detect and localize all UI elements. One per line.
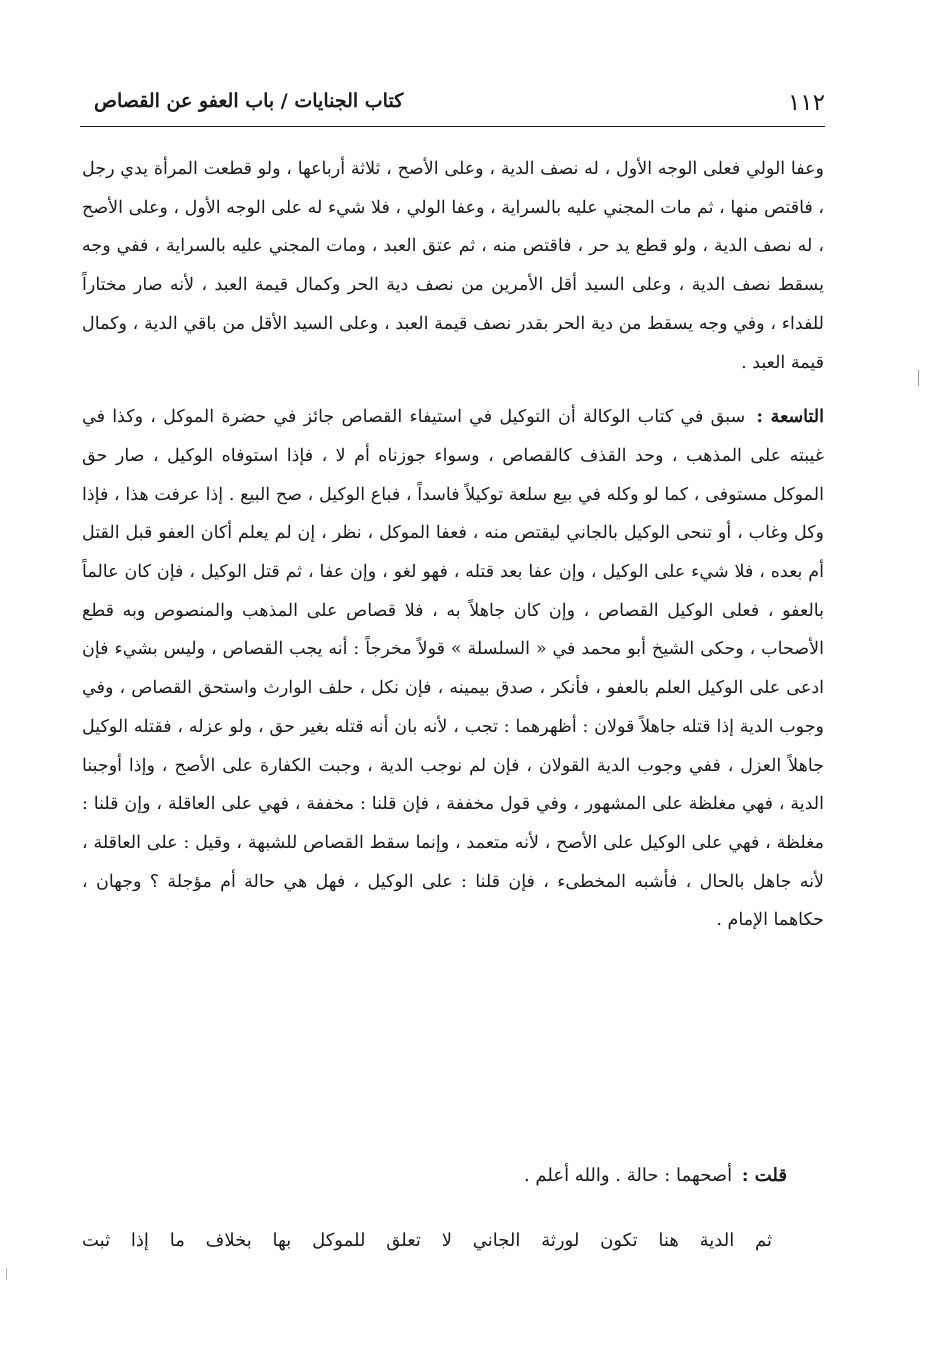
header-divider bbox=[80, 126, 825, 127]
scan-artifact bbox=[6, 1268, 7, 1280]
running-title: كتاب الجنايات / باب العفو عن القصاص bbox=[94, 90, 404, 112]
editor-note bbox=[82, 1165, 787, 1186]
page-number: ١١٢ bbox=[787, 90, 825, 116]
paragraph-text: سبق في كتاب الوكالة أن التوكيل في استيفاء القصاص جائز في حضرة الموكل ، وكذا في غيبته على المذهب ، وحد القذف كالقصاص ، وسواء جوزناه أم لا ، فإذا استوفاه الوكيل ، صار حق الموكل مستوفى ، كما لو وكله في بيع سلعة توكيلاً فاسداً ، فباع الوكيل ، صح البيع . إذا عرفت هذا ، فإذا وكل وغاب ، أو تنحى الوكيل بالجاني ليقتص منه ، فعفا الموكل ، نظر ، إن لم يعلم أكان العفو قبل القتل أم بعده ، فلا شيء على الوكيل ، وإن عفا بعد قتله ، فهو لغو ، وإن عفا ، ثم قتل الوكيل ، فإن كان عالماً بالعفو ، فعلى الوكيل القصاص ، وإن كان جاهلاً به ، فلا قصاص على المذهب والمنصوص وبه قطع الأصحاب ، وحكى الشيخ أبو محمد في « السلسلة » قولاً مخرجاً : أنه يجب القصاص ، وليس بشيء فإن ادعى على الوكيل العلم بالعفو ، فأنكر ، صدق بيمينه ، فإن نكل ، حلف الوارث واستحق القصاص ، وفي وجوب الدية إذا قتله جاهلاً قولان : أظهرهما : تجب ، لأنه بان أنه قتله بغير حق ، ولو عزله ، فقتله الوكيل جاهلاً العزل ، ففي وجوب الدية القولان ، فإن لم نوجب الدية ، وجبت الكفارة على الأصح ، وإذا أوجبنا الدية ، فهي مغلظة على المشهور ، وفي قول مخففة ، فإن قلنا : مخففة ، فهي على العاقلة ، وإن قلنا : مغلظة ، فهي على الوكيل على الأصح ، لأنه متعمد ، وإنما سقط القصاص للشبهة ، وقيل : على العاقلة ، لأنه جاهل بالحال ، فأشبه المخطىء ، فإن قلنا : على الوكيل ، فهل هي حالة أم مؤجلة ؟ وجهان ، حكاهما الإمام . bbox=[82, 407, 824, 931]
paragraph-lead: التاسعة : bbox=[756, 407, 824, 428]
main-text bbox=[82, 150, 824, 954]
page-header bbox=[80, 84, 825, 122]
continuation-line: ثم الدية هنا تكون لورثة الجاني لا تعلق للموكل بها بخلاف ما إذا ثبت bbox=[82, 1230, 772, 1251]
editor-note-text: أصحهما : حالة . والله أعلم . bbox=[523, 1165, 733, 1186]
scan-artifact bbox=[918, 370, 919, 386]
paragraph-text: وعفا الولي فعلى الوجه الأول ، له نصف الدية ، وعلى الأصح ، ثلاثة أرباعها ، ولو قطعت المرأة يدي رجل ، فاقتص منها ، ثم مات المجني عليه بالسراية ، وعفا الولي ، فلا شيء له على الوجه الأول ، وعلى الأصح ، له نصف الدية ، ولو قطع يد حر ، فاقتص منه ، ثم عتق العبد ، ومات المجني عليه بالسراية ، ففي وجه يسقط نصف الدية ، وعلى السيد أقل الأمرين من نصف دية الحر وكمال قيمة العبد ، لأنه صار مختاراً للفداء ، وفي وجه يسقط من دية الحر بقدر نصف قيمة العبد ، وعلى السيد الأقل من باقي الدية ، وكمال قيمة العبد . bbox=[82, 159, 824, 373]
paragraph-ninth-issue bbox=[82, 398, 824, 940]
paragraph-continuation bbox=[82, 150, 824, 382]
editor-note-lead: قلت : bbox=[741, 1165, 787, 1186]
